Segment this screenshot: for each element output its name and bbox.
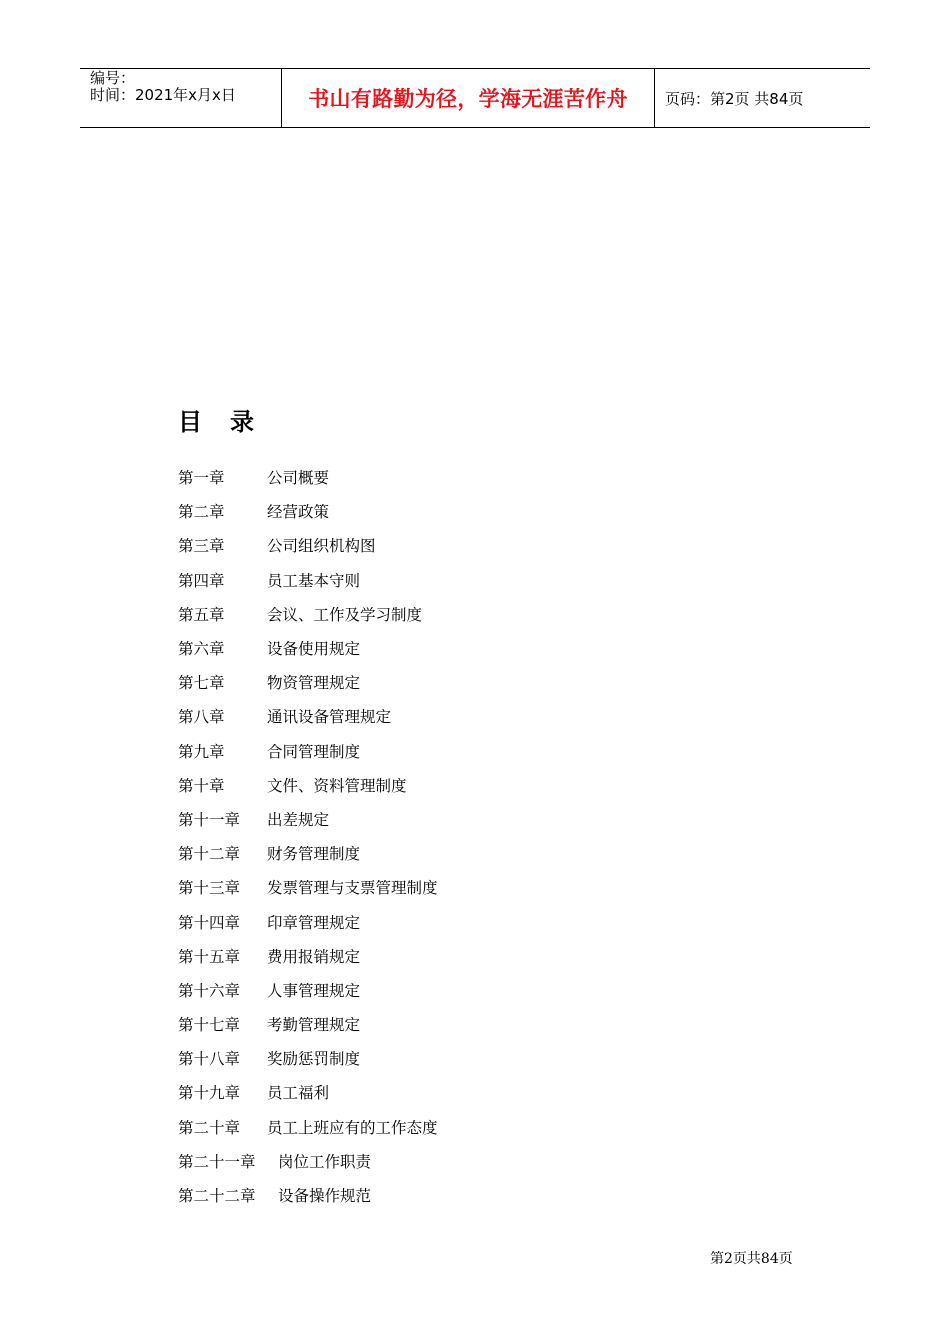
toc-chapter-title: 岗位工作职责 xyxy=(278,1152,372,1171)
toc-chapter-title: 奖励惩罚制度 xyxy=(267,1050,361,1069)
toc-item[interactable] xyxy=(178,1075,438,1109)
header-time-label: 时间：2021年x月x日 xyxy=(90,86,236,104)
toc-item[interactable] xyxy=(178,802,438,836)
toc-chapter-title: 财务管理制度 xyxy=(267,845,361,864)
toc-chapter-title: 公司组织机构图 xyxy=(267,537,376,556)
toc-chapter-title: 出差规定 xyxy=(267,810,330,829)
toc-chapter-title: 经营政策 xyxy=(267,503,330,522)
header-motto-cell xyxy=(282,69,655,127)
toc-chapter-number: 第三章 xyxy=(178,537,225,556)
toc-item[interactable] xyxy=(178,460,438,494)
toc-chapter-number: 第四章 xyxy=(178,571,225,590)
toc-chapter-title: 员工基本守则 xyxy=(267,571,361,590)
toc-chapter-number: 第十九章 xyxy=(178,1084,241,1103)
toc-chapter-number: 第十一章 xyxy=(178,810,241,829)
toc-chapter-title: 公司概要 xyxy=(267,469,330,488)
toc-chapter-title: 印章管理规定 xyxy=(267,913,361,932)
toc-chapter-number: 第十六章 xyxy=(178,981,241,1000)
toc-item[interactable] xyxy=(178,699,438,733)
toc-chapter-number: 第十三章 xyxy=(178,879,241,898)
toc-chapter-title: 设备使用规定 xyxy=(267,640,361,659)
toc-chapter-title: 会议、工作及学习制度 xyxy=(267,605,423,624)
toc-item[interactable] xyxy=(178,768,438,802)
toc-chapter-title: 人事管理规定 xyxy=(267,981,361,1000)
toc-item[interactable] xyxy=(178,597,438,631)
toc-chapter-number: 第二十二章 xyxy=(178,1187,256,1206)
toc-chapter-title: 物资管理规定 xyxy=(267,674,361,693)
toc-item[interactable] xyxy=(178,494,438,528)
toc-chapter-number: 第十七章 xyxy=(178,1016,241,1035)
toc-item[interactable] xyxy=(178,563,438,597)
toc-item[interactable] xyxy=(178,1007,438,1041)
header-number-label: 编号： xyxy=(90,69,136,87)
toc-list xyxy=(178,460,438,1212)
toc-item[interactable] xyxy=(178,528,438,562)
header-meta xyxy=(80,69,282,127)
toc-chapter-number: 第十四章 xyxy=(178,913,241,932)
toc-item[interactable] xyxy=(178,939,438,973)
toc-chapter-title: 员工上班应有的工作态度 xyxy=(267,1118,438,1137)
toc-chapter-number: 第二十一章 xyxy=(178,1152,256,1171)
toc-chapter-number: 第一章 xyxy=(178,469,225,488)
toc-chapter-title: 费用报销规定 xyxy=(267,947,361,966)
toc-item[interactable] xyxy=(178,665,438,699)
toc-item[interactable] xyxy=(178,973,438,1007)
page-header xyxy=(80,68,870,128)
toc-item[interactable] xyxy=(178,1144,438,1178)
toc-chapter-number: 第二十章 xyxy=(178,1118,241,1137)
toc-chapter-title: 合同管理制度 xyxy=(267,742,361,761)
toc-title: 目录 xyxy=(178,408,282,436)
toc-chapter-number: 第二章 xyxy=(178,503,225,522)
toc-item[interactable] xyxy=(178,836,438,870)
toc-chapter-title: 文件、资料管理制度 xyxy=(267,776,407,795)
toc-chapter-number: 第五章 xyxy=(178,605,225,624)
toc-chapter-number: 第八章 xyxy=(178,708,225,727)
toc-item[interactable] xyxy=(178,1110,438,1144)
toc-item[interactable] xyxy=(178,870,438,904)
toc-item[interactable] xyxy=(178,631,438,665)
toc-chapter-title: 通讯设备管理规定 xyxy=(267,708,392,727)
toc-chapter-number: 第十八章 xyxy=(178,1050,241,1069)
toc-chapter-number: 第九章 xyxy=(178,742,225,761)
toc-chapter-number: 第六章 xyxy=(178,640,225,659)
header-page-label: 页码：第2页 共84页 xyxy=(665,89,804,108)
toc-chapter-title: 考勤管理规定 xyxy=(267,1016,361,1035)
toc-item[interactable] xyxy=(178,1041,438,1075)
toc-item[interactable] xyxy=(178,1178,438,1212)
toc-item[interactable] xyxy=(178,734,438,768)
toc-chapter-title: 发票管理与支票管理制度 xyxy=(267,879,438,898)
toc-chapter-number: 第十章 xyxy=(178,776,225,795)
toc-chapter-number: 第十五章 xyxy=(178,947,241,966)
page-footer-number: 第2页共84页 xyxy=(710,1251,793,1267)
header-motto: 书山有路勤为径，学海无涯苦作舟 xyxy=(308,87,628,111)
toc-chapter-number: 第十二章 xyxy=(178,845,241,864)
toc-chapter-number: 第七章 xyxy=(178,674,225,693)
toc-chapter-title: 设备操作规范 xyxy=(278,1187,372,1206)
toc-item[interactable] xyxy=(178,904,438,938)
toc-chapter-title: 员工福利 xyxy=(267,1084,330,1103)
